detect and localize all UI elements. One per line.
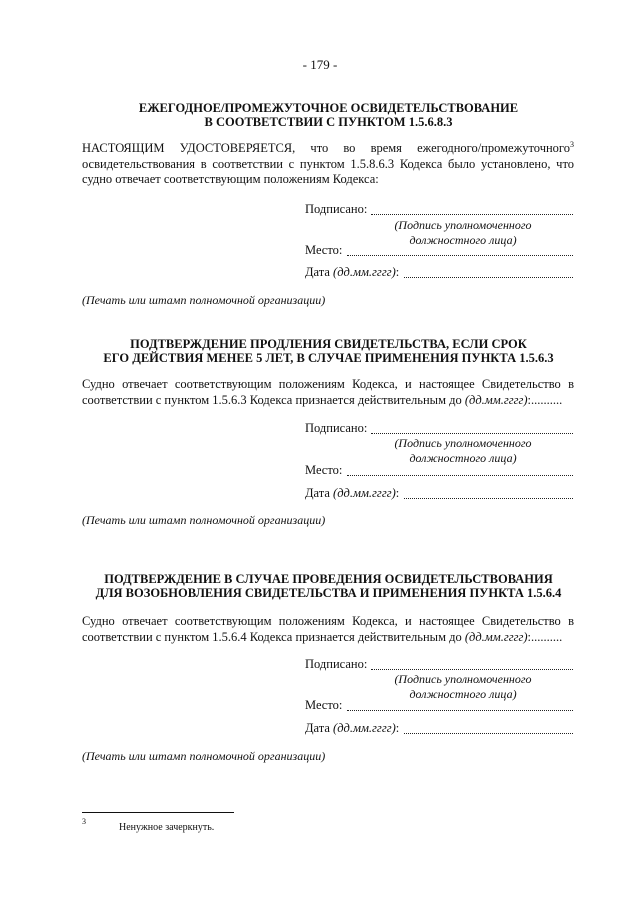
section-paragraph: [82, 377, 574, 408]
date-field[interactable]: [404, 498, 573, 499]
footnote-ref: 3: [570, 139, 574, 149]
seal-note: (Печать или штамп полномочной организации): [82, 293, 326, 307]
date-label: Дата (дд.мм.гггг):: [305, 721, 400, 735]
signed-label: Подписано:: [305, 202, 368, 216]
footnote-number: 3: [82, 817, 86, 826]
section-heading: [80, 101, 577, 129]
signature-field[interactable]: [371, 433, 573, 434]
heading-line: ЕГО ДЕЙСТВИЯ МЕНЕЕ 5 ЛЕТ, В СЛУЧАЕ ПРИМЕНЕНИЯ ПУНКТА 1.5.6.3: [103, 351, 554, 365]
paragraph-line: освидетельствования в соответствии с пунктом 1.5.8.6.3 Кодекса было установлено, что: [82, 156, 574, 171]
footnote-separator: [82, 812, 234, 813]
place-field[interactable]: [347, 255, 573, 256]
signature-field[interactable]: [371, 214, 573, 215]
date-label: Дата (дд.мм.гггг):: [305, 486, 400, 500]
paragraph-line: соответствии с пунктом 1.5.6.3 Кодекса признается действительным до (дд.мм.гггг):..........: [82, 392, 563, 407]
seal-note: (Печать или штамп полномочной организации): [82, 513, 326, 527]
section-paragraph: [82, 141, 574, 188]
section-heading: [80, 337, 577, 365]
heading-line: В СООТВЕТСТВИИ С ПУНКТОМ 1.5.6.8.3: [204, 115, 453, 129]
seal-note: (Печать или штамп полномочной организации): [82, 749, 326, 763]
heading-line: ПОДТВЕРЖДЕНИЕ В СЛУЧАЕ ПРОВЕДЕНИЯ ОСВИДЕТЕЛЬСТВОВАНИЯ: [104, 572, 553, 586]
signed-label: Подписано:: [305, 657, 368, 671]
paragraph-line: НАСТОЯЩИМ УДОСТОВЕРЯЕТСЯ, что во время ежегодного/промежуточного$^3$: [82, 139, 574, 155]
heading-line: ЕЖЕГОДНОЕ/ПРОМЕЖУТОЧНОЕ ОСВИДЕТЕЛЬСТВОВАНИЕ: [138, 101, 519, 115]
paragraph-line: судно отвечает соответствующим положениям Кодекса:: [82, 172, 379, 186]
signature-caption: (Подпись уполномоченного должностного лица): [394, 218, 532, 247]
place-field[interactable]: [347, 710, 573, 711]
paragraph-line: Судно отвечает соответствующим положениям Кодекса, и настоящее Свидетельство в: [82, 614, 574, 628]
page-number: - 179 -: [302, 57, 338, 72]
date-label: Дата (дд.мм.гггг):: [305, 265, 400, 279]
heading-line: ПОДТВЕРЖДЕНИЕ ПРОДЛЕНИЯ СВИДЕТЕЛЬСТВА, ЕСЛИ СРОК: [130, 337, 527, 351]
date-field[interactable]: [404, 733, 573, 734]
place-label: Место:: [305, 243, 343, 257]
paragraph-line: соответствии с пунктом 1.5.6.4 Кодекса признается действительным до (дд.мм.гггг):..........: [82, 629, 563, 644]
place-label: Место:: [305, 463, 343, 477]
signature-field[interactable]: [371, 669, 573, 670]
place-field[interactable]: [347, 475, 573, 476]
footnote-text: Ненужное зачеркнуть.: [119, 822, 215, 833]
place-label: Место:: [305, 698, 343, 712]
signed-label: Подписано:: [305, 421, 368, 435]
date-field[interactable]: [404, 277, 573, 278]
section-heading: [80, 572, 577, 600]
signature-caption: (Подпись уполномоченного должностного лица): [394, 436, 532, 465]
heading-line: ДЛЯ ВОЗОБНОВЛЕНИЯ СВИДЕТЕЛЬСТВА И ПРИМЕНЕНИЯ ПУНКТА 1.5.6.4: [95, 586, 562, 600]
section-paragraph: [82, 614, 574, 645]
paragraph-line: Судно отвечает соответствующим положениям Кодекса, и настоящее Свидетельство в: [82, 377, 574, 391]
signature-caption: (Подпись уполномоченного должностного лица): [394, 672, 532, 701]
